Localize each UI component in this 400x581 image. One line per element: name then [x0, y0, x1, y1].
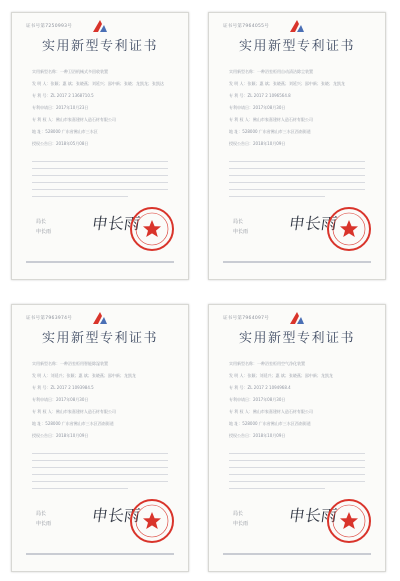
body-text-line	[32, 453, 168, 454]
body-text-line	[32, 467, 168, 468]
certificate-title: 实用新型专利证书	[41, 331, 158, 346]
patent-office-logo	[91, 310, 109, 326]
director-label: 局长	[233, 219, 244, 225]
director-name: 申长雨	[36, 229, 52, 235]
patent-number: 专 利 号：ZL 2017 2 1368710.5	[32, 93, 94, 98]
official-seal-icon	[325, 205, 373, 253]
body-text-line	[229, 175, 365, 176]
director-signature: 申长雨	[90, 214, 142, 233]
body-text-line	[32, 196, 128, 197]
body-text-line	[229, 196, 325, 197]
official-seal-icon	[128, 497, 176, 545]
body-text-line	[32, 481, 168, 482]
footer-divider	[26, 261, 174, 263]
patent-office-logo	[288, 18, 306, 34]
director-signature: 申长雨	[287, 506, 339, 525]
body-text-line	[32, 168, 168, 169]
director-label: 局长	[233, 511, 244, 517]
inventors: 发 明 人：张颖；惠 斌；张晓燕；刘延兴；邵中新；张晓；龙凯龙	[229, 81, 345, 86]
body-text-line	[229, 460, 365, 461]
grant-date: 授权公告日：2018年10月09日	[229, 433, 286, 438]
body-text-line	[229, 453, 365, 454]
patent-certificate-top-right	[208, 12, 386, 280]
certificate-title: 实用新型专利证书	[238, 331, 355, 346]
certificate-number: 证书号第7964055号	[223, 24, 270, 29]
body-text-line	[229, 182, 365, 183]
body-text-line	[32, 189, 168, 190]
certificate-number: 证书号第7250993号	[26, 24, 73, 29]
body-text-line	[229, 474, 365, 475]
body-text-line	[32, 488, 128, 489]
footer-divider	[223, 261, 371, 263]
body-text-line	[229, 467, 365, 468]
patentee: 专 利 权 人：佛山市家嘉建材人造石材有限公司	[229, 409, 313, 414]
director-signature: 申长雨	[287, 214, 339, 233]
body-text-line	[229, 189, 365, 190]
grant-date: 授权公告日：2018年05月08日	[32, 141, 89, 146]
footer-divider	[26, 553, 174, 555]
official-seal-icon	[325, 497, 373, 545]
utility-model-name: 实用新型名称：一种浴室柜用空气净化装置	[229, 361, 305, 366]
patent-certificate-bottom-left	[11, 304, 189, 572]
address: 地 址：528000 广东省佛山市三水区	[32, 129, 98, 134]
utility-model-name: 实用新型名称：一种浴室柜用智能除湿装置	[32, 361, 108, 366]
patent-number: 专 利 号：ZL 2017 2 1094968.4	[229, 385, 291, 390]
inventors: 发 明 人：张颖；刘延兴；惠 斌；张晓燕；邵中新；龙凯龙	[229, 373, 333, 378]
address: 地 址：528000 广东省佛山市三水区西南街道	[229, 129, 311, 134]
body-text-line	[229, 168, 365, 169]
footer-divider	[223, 553, 371, 555]
utility-model-name: 实用新型名称：一种卫浴机械式多回收装置	[32, 69, 108, 74]
director-name: 申长雨	[233, 229, 249, 235]
official-seal-icon	[128, 205, 176, 253]
body-text-line	[32, 460, 168, 461]
inventors: 发 明 人：刘延兴；张颖；惠 斌；张晓燕；邵中新；龙凯龙	[32, 373, 136, 378]
patent-certificate-bottom-right	[208, 304, 386, 572]
certificate-number: 证书号第7963974号	[26, 316, 73, 321]
utility-model-name: 实用新型名称：一种浴室柜用自动清洁除尘装置	[229, 69, 313, 74]
director-label: 局长	[36, 511, 47, 517]
body-text-line	[32, 161, 168, 162]
director-name: 申长雨	[36, 521, 52, 527]
certificate-title: 实用新型专利证书	[41, 39, 158, 54]
body-text-line	[229, 488, 325, 489]
patentee: 专 利 权 人：佛山市家嘉建材人造石材有限公司	[32, 409, 116, 414]
body-text-line	[229, 161, 365, 162]
director-label: 局长	[36, 219, 47, 225]
application-date: 专利申请日：2017年10月23日	[32, 105, 89, 110]
body-text-line	[32, 175, 168, 176]
address: 地 址：528000 广东省佛山市三水区西南街道	[32, 421, 114, 426]
patentee: 专 利 权 人：佛山市家嘉建材人造石材有限公司	[229, 117, 313, 122]
patent-number: 专 利 号：ZL 2017 2 1093984.5	[32, 385, 94, 390]
patent-number: 专 利 号：ZL 2017 2 1096564.8	[229, 93, 291, 98]
certificate-title: 实用新型专利证书	[238, 39, 355, 54]
director-signature: 申长雨	[90, 506, 142, 525]
patent-certificate-top-left	[11, 12, 189, 280]
inventors: 发 明 人：张颖；惠 斌；张晓燕；刘延兴；邵中新；张晓；龙凯龙；张凯达	[32, 81, 164, 86]
application-date: 专利申请日：2017年08月30日	[32, 397, 89, 402]
grant-date: 授权公告日：2018年10月09日	[32, 433, 89, 438]
certificate-number: 证书号第7964097号	[223, 316, 270, 321]
director-name: 申长雨	[233, 521, 249, 527]
application-date: 专利申请日：2017年08月30日	[229, 105, 286, 110]
application-date: 专利申请日：2017年08月30日	[229, 397, 286, 402]
body-text-line	[32, 474, 168, 475]
patentee: 专 利 权 人：佛山市家嘉建材人造石材有限公司	[32, 117, 116, 122]
body-text-line	[32, 182, 168, 183]
body-text-line	[229, 481, 365, 482]
patent-office-logo	[91, 18, 109, 34]
address: 地 址：528000 广东省佛山市三水区西南街道	[229, 421, 311, 426]
patent-office-logo	[288, 310, 306, 326]
grant-date: 授权公告日：2018年10月09日	[229, 141, 286, 146]
